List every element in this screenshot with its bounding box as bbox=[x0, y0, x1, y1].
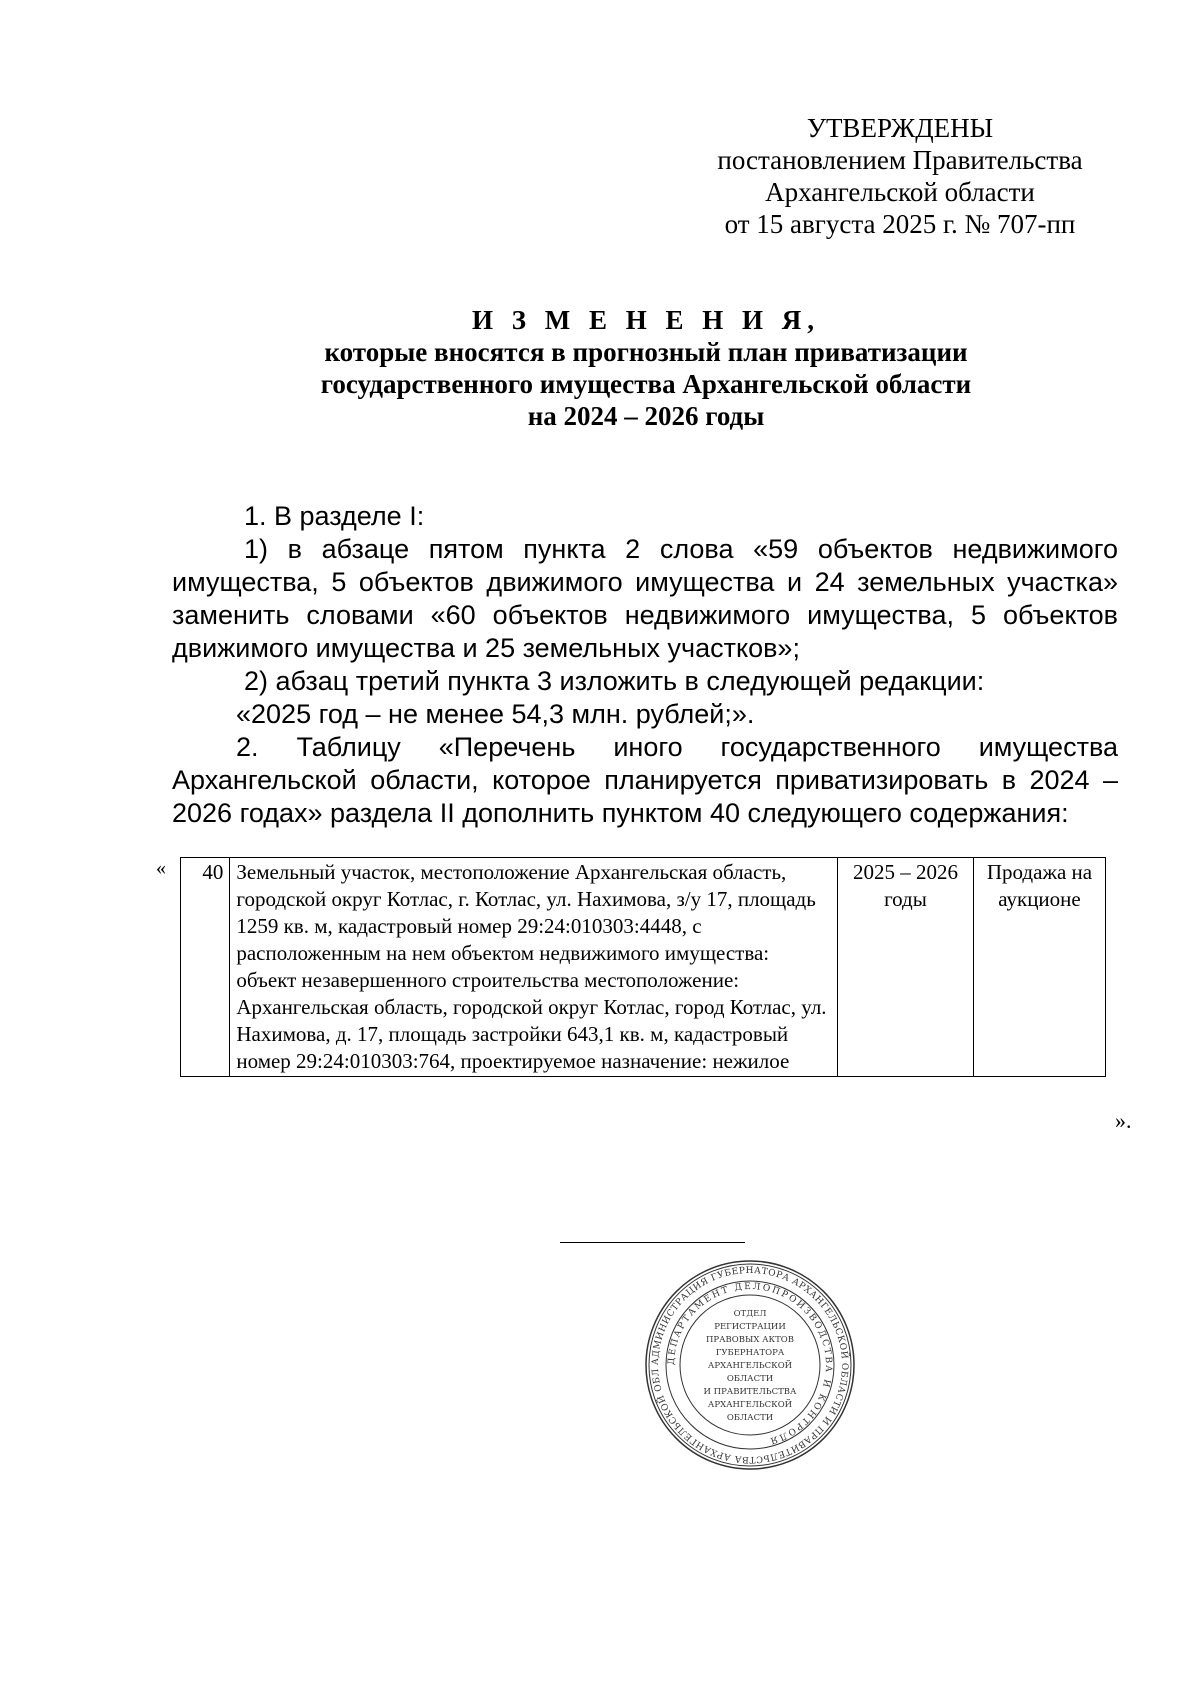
paragraph-1-2: 2) абзац третий пункта 3 изложить в следующей редакции: bbox=[244, 666, 985, 696]
heading-line-1: которые вносятся в прогнозный план приватизации bbox=[324, 337, 968, 367]
paragraph-2: 2. Таблицу «Перечень иного государственного имущества Архангельской области, которое планируется приватизировать в 2024 – 2026 годах» раздела II дополнить пунктом 40 следующего содержания: bbox=[172, 732, 1118, 828]
approval-block bbox=[700, 112, 1100, 240]
paragraph-1: 1. В разделе I: bbox=[244, 501, 425, 531]
stamp-seal bbox=[643, 1258, 857, 1472]
heading-line-3: на 2024 – 2026 годы bbox=[527, 401, 765, 431]
approval-line-2: Архангельской области bbox=[765, 177, 1035, 207]
heading-line-2: государственного имущества Архангельской области bbox=[320, 369, 972, 399]
approval-line-3: от 15 августа 2025 г. № 707-пп bbox=[724, 209, 1076, 239]
document-heading bbox=[150, 304, 1142, 432]
signature-line bbox=[560, 1242, 745, 1243]
table-row bbox=[181, 858, 1106, 1077]
official-stamp bbox=[643, 1258, 857, 1472]
document-body bbox=[172, 500, 1118, 830]
stamp-center-line: ОБЛАСТИ bbox=[726, 1413, 774, 1423]
approval-line-1: постановлением Правительства bbox=[717, 145, 1083, 175]
stamp-center-line: АРХАНГЕЛЬСКОЙ bbox=[707, 1361, 793, 1371]
row-number: 40 bbox=[181, 858, 230, 1077]
paragraph-quote: «2025 год – не менее 54,3 млн. рублей;». bbox=[236, 699, 755, 729]
heading-title: И З М Е Н Е Н И Я, bbox=[471, 305, 820, 335]
row-description: Земельный участок, местоположение Архангельская область, городской округ Котлас, г. Котлас, ул. Нахимова, з/у 17, площадь 1259 кв. м, кадастровый номер 29:24:010303:4448, с расположенным на нем объектом недвижимого имущества: объект незавершенного строительства местоположение: Архангельская область, городской округ Котлас, город Котлас, ул. Нахимова, д. 17, площадь застройки 643,1 кв. м, кадастровый номер 29:24:010303:764, проектируемое назначение: нежилое bbox=[230, 858, 838, 1077]
row-years: 2025 – 2026 годы bbox=[837, 858, 973, 1077]
stamp-center-line: ПРАВОВЫХ АКТОВ bbox=[705, 1335, 795, 1345]
stamp-center-line: ОТДЕЛ bbox=[733, 1309, 767, 1319]
stamp-ring-text: ДЕПАРТАМЕНТ ДЕЛОПРОИЗВОДСТВА И КОНТРОЛЯ bbox=[666, 1281, 834, 1446]
approval-title: УТВЕРЖДЕНЫ bbox=[806, 113, 994, 143]
stamp-outer-text: АДМИНИСТРАЦИЯ ГУБЕРНАТОРА АРХАНГЕЛЬСКОЙ ОБЛАСТИ И ПРАВИТЕЛЬСТВА АРХАНГЕЛЬСКОЙ ОБЛ bbox=[650, 1265, 850, 1465]
stamp-center-line: АРХАНГЕЛЬСКОЙ bbox=[707, 1400, 793, 1410]
stamp-center-line: РЕГИСТРАЦИИ bbox=[714, 1322, 786, 1332]
stamp-center-line: ОБЛАСТИ bbox=[726, 1374, 774, 1384]
row-method: Продажа на аукционе bbox=[973, 858, 1105, 1077]
table-open-quote: « bbox=[156, 857, 166, 879]
stamp-center-line: ГУБЕРНАТОРА bbox=[715, 1348, 785, 1358]
paragraph-1-1: 1) в абзаце пятом пункта 2 слова «59 объектов недвижимого имущества, 5 объектов движимого имущества и 24 земельных участка» заменить словами «60 объектов недвижимого имущества, 5 объектов движимого имущества и 25 земельных участков»; bbox=[172, 534, 1118, 663]
stamp-center-line: И ПРАВИТЕЛЬСТВА bbox=[703, 1387, 797, 1397]
table-close-quote: ». bbox=[1115, 1108, 1132, 1133]
amendment-table bbox=[180, 857, 1106, 1077]
